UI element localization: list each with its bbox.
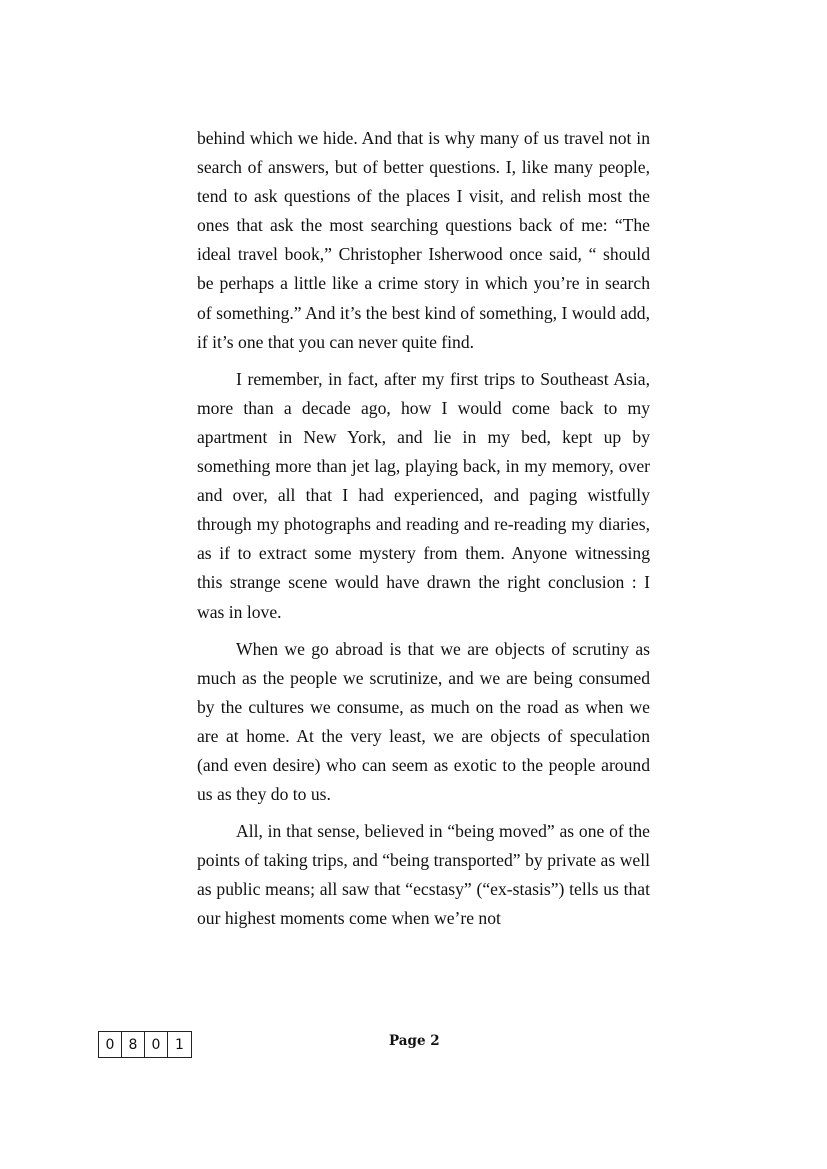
paragraph-1: behind which we hide. And that is why many of us travel not in search of answers, but of better questions. I, like many people, tend to ask questions of the places I visit, and relish most the ones that ask the most searching questions back of me: “The ideal travel book,” Christopher Isherwood once said, “ should be perhaps a little like a crime story in which you’re in search of something.” And it’s the best kind of something, I would add, if it’s one that you can never quite find. (197, 128, 650, 352)
paragraph-2: I remember, in fact, after my first trips to Southeast Asia, more than a decade ago, how I would come back to my apartment in New York, and lie in my bed, kept up by something more than jet lag, playing back, in my memory, over and over, all that I had experienced, and paging wistfully through my photographs and reading and re-reading my diaries, as if to extract some mystery from them. Anyone witnessing this strange scene would have drawn the right conclusion : I was in love. (197, 368, 650, 622)
paper-code-boxes (98, 1031, 192, 1058)
code-digit-box: 0 (145, 1032, 168, 1057)
document-body (197, 124, 650, 942)
paragraph-4: All, in that sense, believed in “being moved” as one of the points of taking trips, and “being transported” by private as well as public means; all saw that “ecstasy” (“ex-stasis”) tells us that our highest moments come when we’re not (197, 821, 650, 929)
paragraph-3: When we go abroad is that we are objects of scrutiny as much as the people we scrutinize, and we are being consumed by the cultures we consume, as much on the road as when we are at home. At the very least, we are objects of speculation (and even desire) who can seem as exotic to the people around us as they do to us. (197, 638, 650, 805)
code-digit-box: 1 (175, 1036, 184, 1053)
page-number: Page 2 (389, 1033, 440, 1049)
code-digit-box: 0 (99, 1032, 122, 1057)
code-digit-box: 8 (122, 1032, 145, 1057)
